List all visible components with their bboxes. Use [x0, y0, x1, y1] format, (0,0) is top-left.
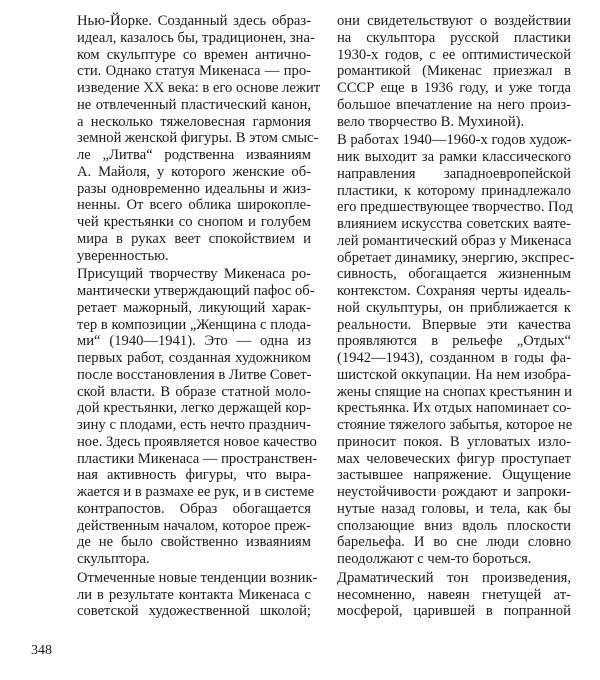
text-line: советской художественной школой;	[77, 603, 311, 620]
text-line: его предшествующее творчество. Под	[337, 199, 573, 216]
text-line: де не было свойственно изваяниям	[77, 534, 311, 551]
text-line: изведение XX века: в его основе лежит	[77, 80, 321, 96]
text-line: мосферой, царившей в попранной	[337, 603, 571, 620]
text-line: А. Майоля, у которого женские об-	[77, 163, 311, 180]
paragraph	[337, 13, 571, 130]
text-line: ное. Здесь проявляется новое качество	[77, 433, 317, 450]
text-line: мира в руках веет спокойствием и	[77, 230, 311, 247]
text-line: сивность, обогащается жизненным	[337, 266, 571, 283]
text-line: приносит покоя. В угловатых изло-	[337, 433, 571, 450]
text-line: сползающие вниз вдоль плоскости	[337, 517, 571, 534]
text-line: чей крестьянки со снопом и голубем	[77, 214, 311, 230]
text-line: уверенностью.	[77, 247, 169, 264]
text-line: контекстом. Сохраняя черты идеаль-	[337, 283, 571, 299]
text-line: дой крестьянки, легко держащей кор-	[77, 400, 311, 417]
text-line: ной скульптуры, он приближается к	[337, 299, 571, 316]
text-line: мантически утверждающий пафос об-	[77, 283, 315, 299]
right-column	[337, 13, 575, 622]
text-line: направления западноевропейской	[337, 165, 571, 182]
text-line: ли в результате контакта Микенаса с	[77, 586, 311, 603]
text-line: большое впечатление на него произ-	[337, 96, 571, 113]
text-line: жены спящие на снопах крестьянин и	[337, 383, 572, 400]
text-line: ретает мажорный, ликующий харак-	[77, 299, 311, 316]
text-line: ненны. От всего облика широкопле-	[77, 197, 311, 214]
text-line: влиянием искусства советских ваяте-	[337, 216, 571, 232]
text-line: мах человеческих фигур проступает	[337, 450, 571, 467]
paragraph	[337, 132, 575, 568]
text-line: не отвлеченный пластический канон,	[77, 96, 311, 113]
text-line: неустойчивости рождают и запроки-	[337, 484, 571, 500]
text-line: скульптора.	[77, 551, 150, 567]
text-line: после восстановления в Литве Совет-	[77, 366, 312, 383]
text-line: тер в композиции „Женщина с плода-	[77, 316, 311, 333]
text-line: земной женской фигуры. В этом смыс-	[77, 130, 319, 147]
text-line: (1942—1943), созданном в годы фа-	[337, 350, 571, 366]
text-line: проявляются в рельефе „Отдых“	[337, 333, 571, 350]
text-line: стояние тяжелого забытья, которое не	[337, 417, 573, 433]
text-line: В работах 1940—1960-х годов худож-	[337, 132, 572, 149]
text-line: они свидетельствуют о воздействии	[337, 13, 571, 29]
page-number: 348	[31, 643, 52, 658]
text-line: ком скульптуре со времен антично-	[77, 46, 311, 63]
text-line: вело творчество В. Мухиной).	[337, 113, 525, 130]
text-line: на скульптора русской пластики	[337, 29, 571, 46]
text-line: жается и в размахе ее рук, и в системе	[77, 484, 315, 500]
text-line: разы одновременно идеальны и жиз-	[77, 180, 311, 197]
text-line: контрапостов. Образ обогащается	[77, 500, 311, 517]
text-line: а несколько тяжеловесная гармония	[77, 113, 311, 130]
text-line: идеал, казалось бы, традиционен, зна-	[77, 29, 315, 46]
paragraph	[77, 266, 318, 568]
text-line: крестьянка. Их отдых напоминает со-	[337, 400, 572, 417]
paragraph	[337, 570, 571, 620]
text-line: ми“ (1940—1941). Это — одна из	[77, 333, 311, 350]
text-line: несомненно, навеян гнетущей ат-	[337, 586, 571, 603]
text-line: СССР еще в 1936 году, и уже тогда	[337, 80, 571, 96]
text-line: сти. Однако статуя Микенаса — про-	[77, 63, 311, 80]
text-line: пеодолжают с чем-то бороться.	[337, 551, 532, 567]
text-line: пластики Микенаса — пространствен-	[77, 450, 318, 467]
text-line: ная активность фигуры, что выра-	[77, 467, 311, 484]
text-line: застывшее напряжение. Ощущение	[337, 467, 571, 484]
text-line: Нью-Йорке. Созданный здесь образ-	[77, 13, 311, 29]
text-line: романтикой (Микенас приезжал в	[337, 63, 571, 80]
text-line: 1930-х годов, с ее оптимистической	[337, 46, 571, 63]
text-line: действенным началом, которое преж-	[77, 517, 311, 534]
text-line: обретает динамику, энергию, экспрес-	[337, 249, 575, 266]
text-line: ле „Литва“ родственна изваяниям	[77, 147, 311, 163]
text-line: Отмеченные новые тенденции возник-	[77, 569, 318, 586]
left-column	[77, 13, 321, 622]
text-line: зину с плодами, есть нечто празднич-	[77, 417, 311, 433]
text-line: нутые назад головы, и тела, как бы	[337, 500, 571, 517]
text-line: ской власти. В образе статной моло-	[77, 383, 311, 400]
text-line: реальности. Впервые эти качества	[337, 316, 571, 333]
paragraph	[77, 569, 318, 620]
text-line: пластики, к которому принадлежало	[337, 182, 571, 199]
text-line: лей романтический образ у Микенаса	[337, 232, 572, 249]
text-line: Драматический тон произведения,	[337, 569, 571, 586]
text-line: шистской оккупации. На нем изобра-	[337, 366, 571, 383]
text-line: Присущий творчеству Микенаса ро-	[77, 266, 311, 283]
text-line: ник выходит за рамки классического	[337, 149, 571, 165]
text-line: барельефа. И во сне люди словно	[337, 534, 571, 551]
text-line: первых работ, созданная художником	[77, 350, 311, 366]
paragraph	[77, 13, 321, 264]
